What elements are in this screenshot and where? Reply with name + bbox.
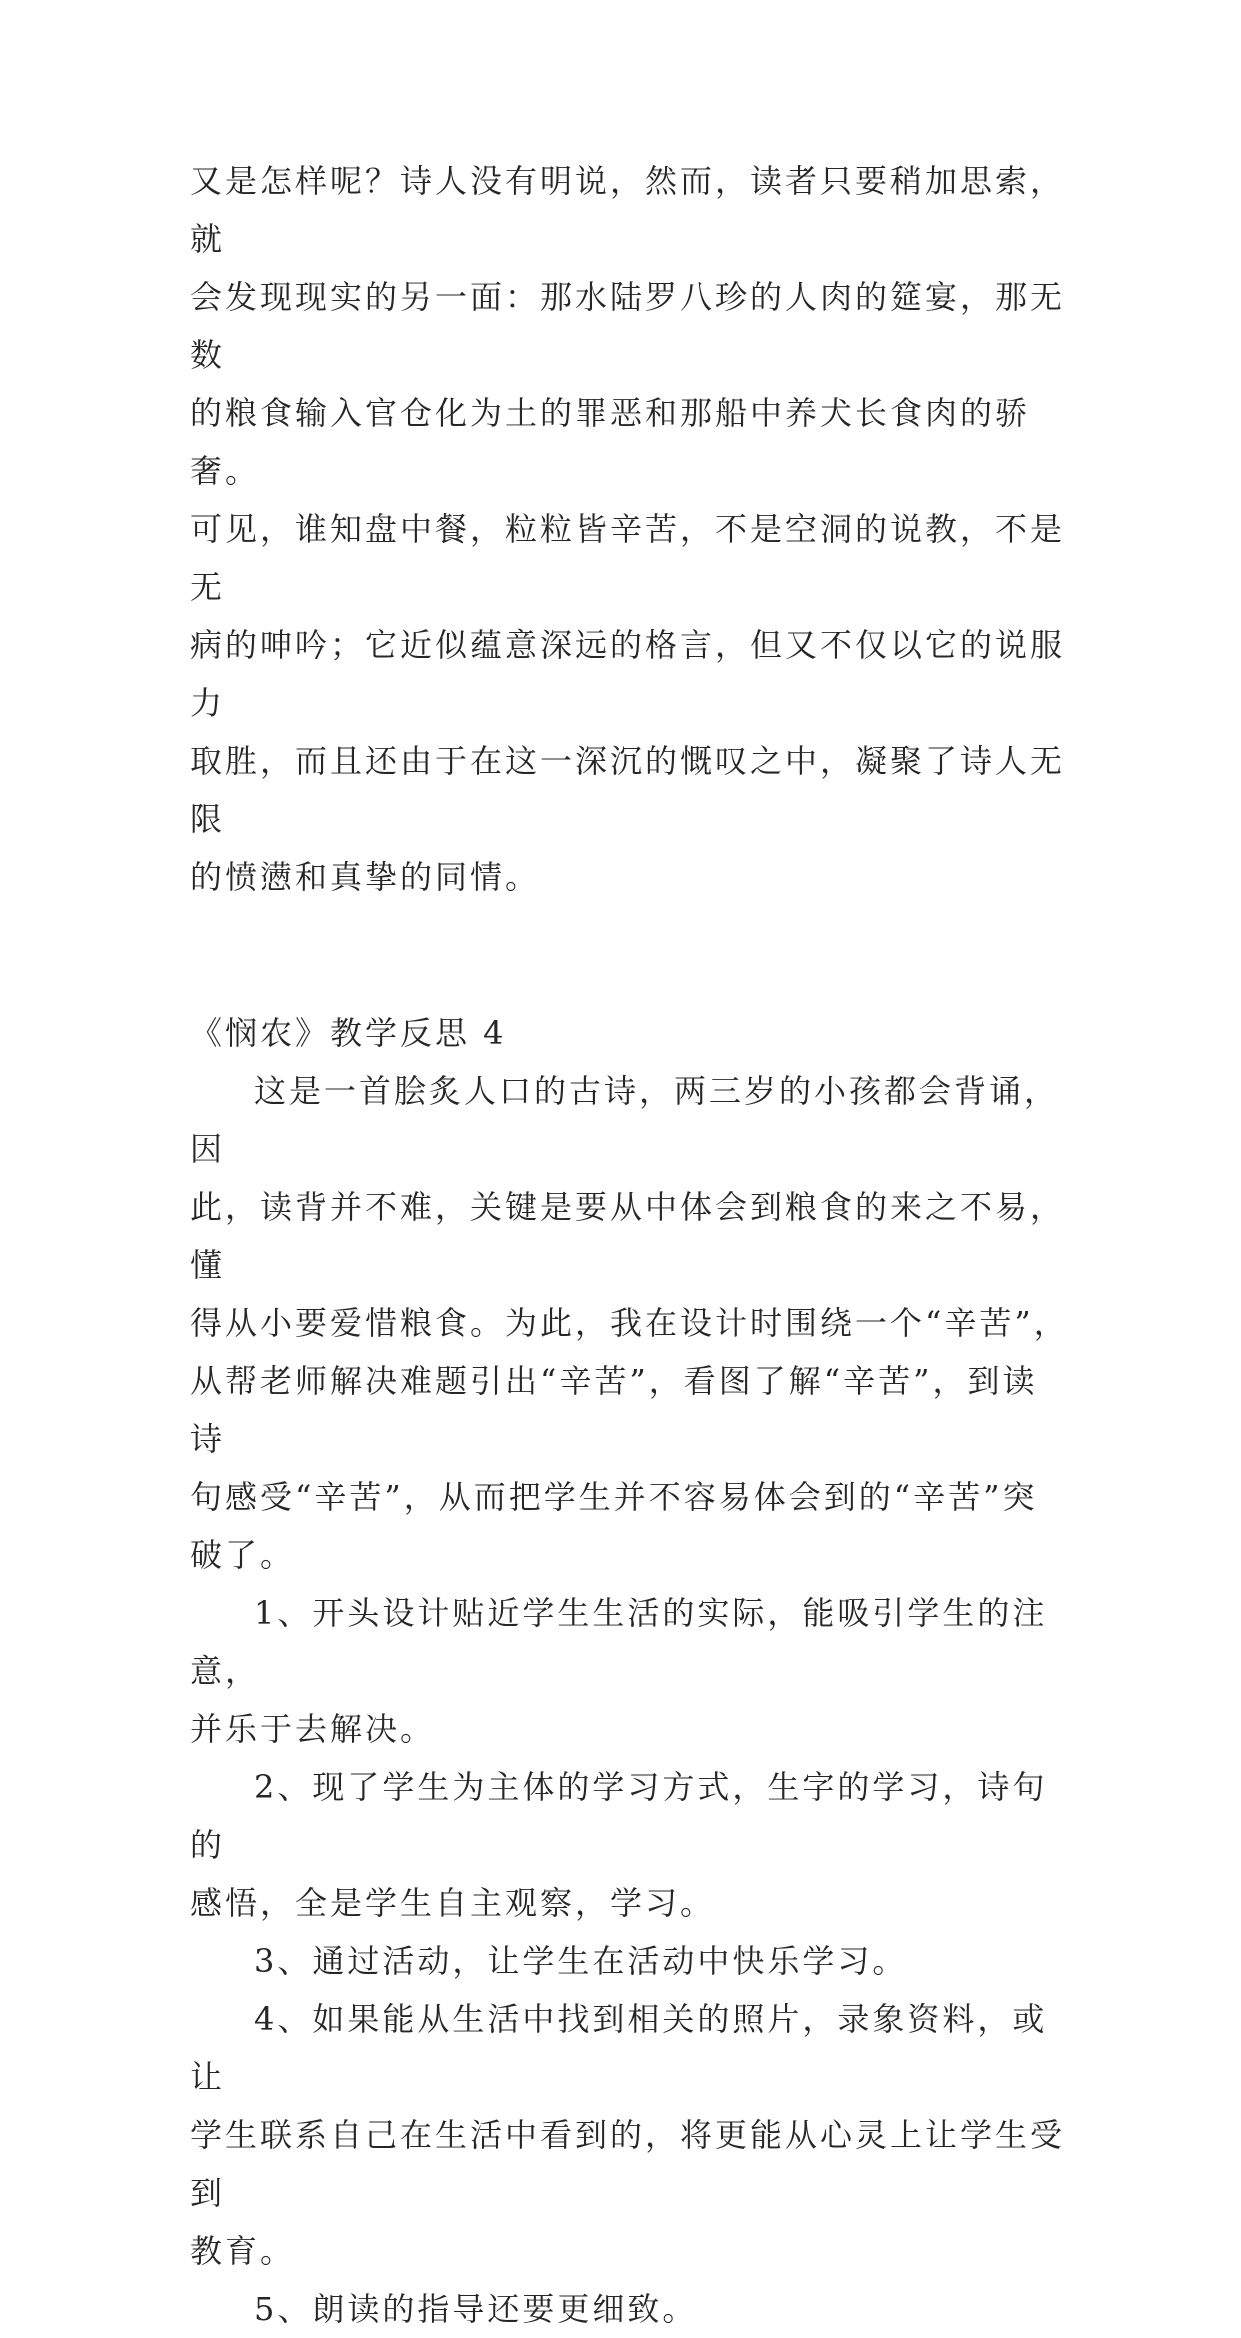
section-title: 《悯农》教学反思 4: [190, 1014, 507, 1052]
section-paragraph-point-5: 5、朗读的指导还要更细致。: [254, 2290, 698, 2328]
document-body: [190, 152, 1070, 2338]
intro-paragraph: 又是怎样呢？诗人没有明说，然而，读者只要稍加思索，就 会发现现实的另一面：那水陆罗八珍的人肉的筵宴，那无数 的粮食输入官仓化为土的罪恶和那船中养犬长食肉的骄奢。 可见，谁知盘中餐，粒粒皆辛苦，不是空洞的说教，不是无 病的呻吟；它近似蕴意深远的格言，但又不仅以它的说服力 取胜，而且还由于在这一深沉的慨叹之中，凝聚了诗人无限 的愤懑和真挚的同情。: [190, 162, 1066, 896]
section-paragraph-point-2: 2、现了学生为主体的学习方式，生字的学习，诗句的 感悟，全是学生自主观察，学习。: [190, 1768, 1048, 1922]
section-paragraph-overview: 这是一首脍炙人口的古诗，两三岁的小孩都会背诵，因 此，读背并不难，关键是要从中体会到粮食的来之不易，懂 得从小要爱惜粮食。为此，我在设计时围绕一个“辛苦”， 从帮老师解决难题引出“辛苦”，看图了解“辛苦”，到读诗 句感受“辛苦”，从而把学生并不容易体会到的“辛苦”突 破了。: [190, 1072, 1069, 1574]
section-paragraph-point-3: 3、通过活动，让学生在活动中快乐学习。: [254, 1942, 908, 1980]
section-paragraph-point-1: 1、开头设计贴近学生生活的实际，能吸引学生的注意， 并乐于去解决。: [190, 1594, 1048, 1748]
section-paragraph-point-4: 4、如果能从生活中找到相关的照片，录象资料，或让 学生联系自己在生活中看到的，将更能从心灵上让学生受到 教育。: [190, 2000, 1066, 2270]
